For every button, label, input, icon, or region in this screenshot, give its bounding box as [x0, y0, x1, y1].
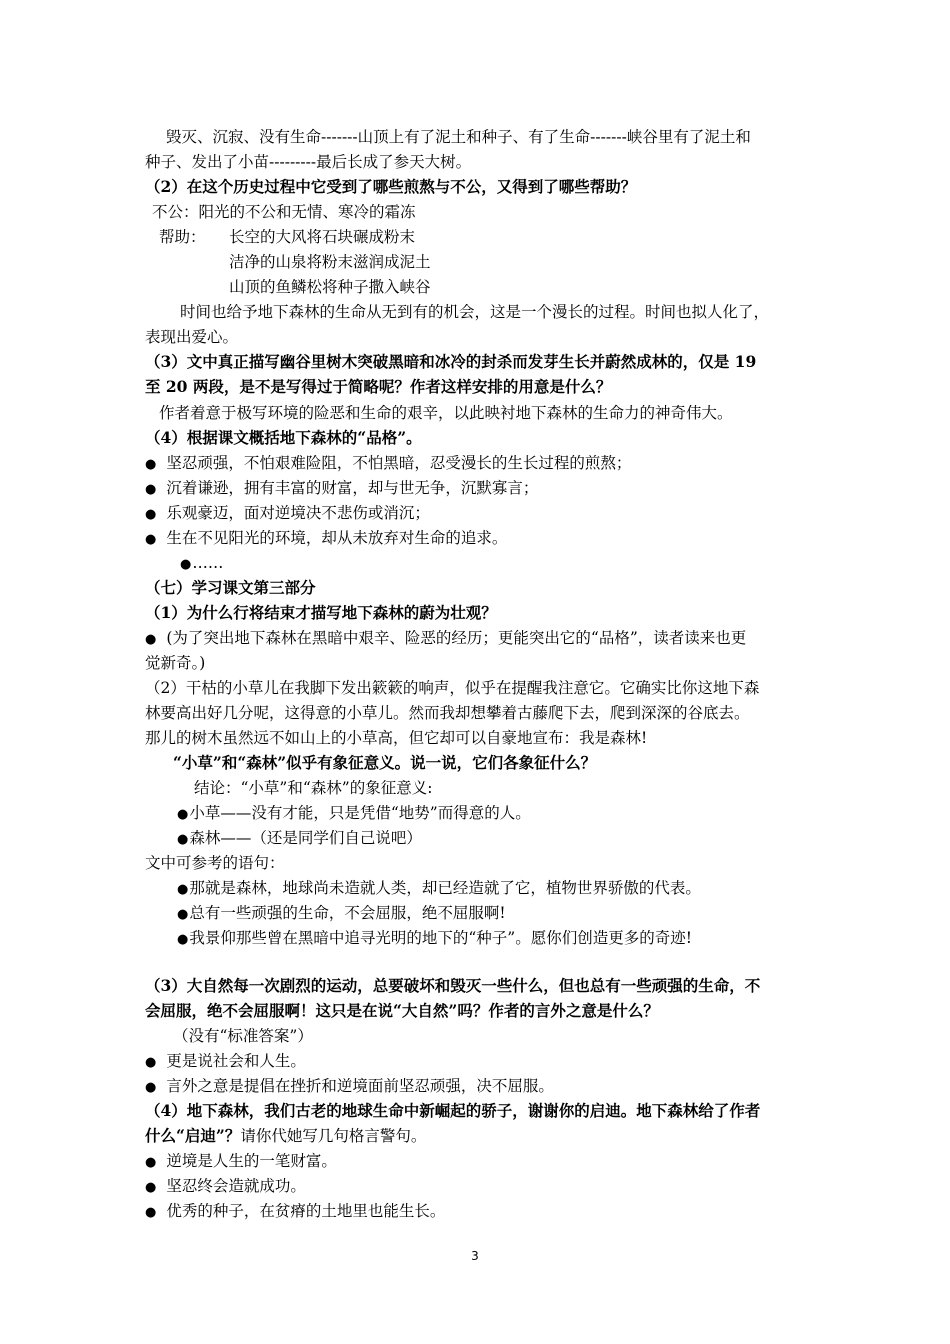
list-item-text: 逆境是人生的一笔财富。	[166, 1152, 337, 1170]
bullet-icon: ●	[180, 557, 192, 572]
list-item-text: 更是说社会和人生。	[166, 1052, 306, 1070]
bullet-icon: ●	[177, 907, 189, 922]
list-item	[145, 1051, 306, 1073]
list-item-text: 森林——（还是同学们自己说吧）	[189, 829, 422, 847]
list-item	[177, 878, 701, 900]
text-line: 毁灭、沉寂、没有生命-------山顶上有了泥土和种子、有了生命-------峡谷里有了泥土和	[166, 128, 751, 146]
text-line: 长空的大风将石块碾成粉末	[229, 228, 416, 246]
text-line: 表现出爱心。	[145, 328, 239, 346]
list-item	[145, 503, 430, 525]
text-line: 时间也给予地下森林的生命从无到有的机会，这是一个漫长的过程。时间也拟人化了，	[180, 303, 770, 321]
bullet-icon: ●	[145, 482, 157, 497]
text-line: 洁净的山泉将粉末滋润成泥土	[229, 253, 431, 271]
question-heading: （3）文中真正描写幽谷里树木突破黑暗和冰冷的封杀而发芽生长并蔚然成林的，仅是 19	[145, 352, 757, 371]
list-item-text: 乐观豪迈，面对逆境决不悲伤或消沉；	[166, 504, 430, 522]
list-item	[180, 553, 223, 575]
bullet-icon: ●	[145, 1205, 157, 1220]
text-line	[145, 1126, 426, 1146]
list-item-text: 沉着谦逊，拥有丰富的财富，却与世无争，沉默寡言；	[166, 479, 539, 497]
list-item-text: 那就是森林，地球尚未造就人类，却已经造就了它，植物世界骄傲的代表。	[189, 879, 701, 897]
list-item	[177, 803, 531, 825]
list-item	[145, 1201, 445, 1223]
bullet-icon: ●	[145, 507, 157, 522]
bullet-icon: ●	[145, 532, 157, 547]
question-heading: （2）在这个历史过程中它受到了哪些煎熬与不公，又得到了哪些帮助？	[145, 177, 637, 196]
list-item	[177, 928, 692, 950]
bullet-icon: ●	[145, 1055, 157, 1070]
list-item-text: (为了突出地下森林在黑暗中艰辛、险恶的经历；更能突出它的“品格”，读者读来也更	[166, 629, 747, 647]
text-line: 不公：阳光的不公和无情、寒冷的霜冻	[152, 203, 416, 221]
question-heading: 会屈服，绝不会屈服啊！这只是在说“大自然”吗？作者的言外之意是什么？	[145, 1001, 659, 1020]
list-item-text: 我景仰那些曾在黑暗中追寻光明的地下的“种子”。愿你们创造更多的奇迹!	[189, 929, 692, 947]
list-item-text: ……	[192, 554, 224, 572]
list-item	[145, 528, 507, 550]
list-item-text: 言外之意是提倡在挫折和逆境面前坚忍顽强，决不屈服。	[166, 1077, 554, 1095]
list-item-text: 总有一些顽强的生命，不会屈服，绝不屈服啊!	[189, 904, 506, 922]
question-heading: （4）地下森林，我们古老的地球生命中新崛起的骄子，谢谢你的启迪。地下森林给了作者	[145, 1101, 761, 1120]
list-item-text: 坚忍终会造就成功。	[166, 1177, 306, 1195]
question-heading: （3）大自然每一次剧烈的运动，总要破坏和毁灭一些什么，但也总有一些顽强的生命，不	[145, 976, 761, 995]
question-heading: （1）为什么行将结束才描写地下森林的蔚为壮观？	[145, 603, 497, 622]
list-item	[177, 828, 422, 850]
text-line: 帮助：	[159, 228, 206, 246]
text-line: 请你代她写几句格言警句。	[240, 1127, 427, 1145]
text-line: 林要高出好几分呢，这得意的小草儿。然而我却想攀着古藤爬下去，爬到深深的谷底去。	[145, 704, 750, 722]
list-item-text: 坚忍顽强，不怕艰难险阻，不怕黑暗，忍受漫长的生长过程的煎熬；	[166, 454, 632, 472]
text-line: 文中可参考的语句：	[145, 854, 285, 872]
bullet-icon: ●	[177, 807, 189, 822]
text-line: 山顶的鱼鳞松将种子撒入峡谷	[229, 278, 431, 296]
text-line: 作者着意于极写环境的险恶和生命的艰辛，以此映衬地下森林的生命力的神奇伟大。	[159, 404, 733, 422]
list-item	[145, 478, 538, 500]
question-heading: 什么“启迪”？	[145, 1126, 241, 1145]
list-item	[145, 628, 746, 650]
text-line: 觉新奇。)	[145, 654, 206, 672]
list-item	[145, 1151, 337, 1173]
page-number: 3	[471, 1249, 479, 1263]
text-line: 种子、发出了小苗---------最后长成了参天大树。	[145, 153, 472, 171]
text-line: （2）干枯的小草儿在我脚下发出簌簌的响声，似乎在提醒我注意它。它确实比你这地下森	[145, 679, 760, 697]
bullet-icon: ●	[145, 1080, 157, 1095]
question-heading: （4）根据课文概括地下森林的“品格”。	[145, 428, 422, 447]
section-heading: （七）学习课文第三部分	[145, 578, 316, 597]
list-item	[145, 1176, 306, 1198]
bullet-icon: ●	[145, 1180, 157, 1195]
text-line: （没有“标准答案”）	[173, 1027, 313, 1045]
bullet-icon: ●	[177, 932, 189, 947]
text-line: 那儿的树木虽然远不如山上的小草高，但它却可以自豪地宣布：我是森林!	[145, 729, 648, 747]
bullet-icon: ●	[145, 1155, 157, 1170]
list-item-text: 生在不见阳光的环境，却从未放弃对生命的追求。	[166, 529, 508, 547]
list-item-text: 小草——没有才能，只是凭借“地势”而得意的人。	[189, 804, 531, 822]
text-line: 结论：“小草”和“森林”的象征意义:	[194, 779, 433, 797]
list-item	[145, 1076, 554, 1098]
list-item	[177, 903, 506, 925]
bullet-icon: ●	[145, 632, 157, 647]
list-item-text: 优秀的种子，在贫瘠的土地里也能生长。	[166, 1202, 446, 1220]
question-heading: “小草”和“森林”似乎有象征意义。说一说，它们各象征什么？	[173, 753, 597, 772]
question-heading: 至 20 两段，是不是写得过于简略呢？作者这样安排的用意是什么？	[145, 377, 612, 396]
bullet-icon: ●	[177, 882, 189, 897]
bullet-icon: ●	[177, 832, 189, 847]
list-item	[145, 453, 631, 475]
bullet-icon: ●	[145, 457, 157, 472]
